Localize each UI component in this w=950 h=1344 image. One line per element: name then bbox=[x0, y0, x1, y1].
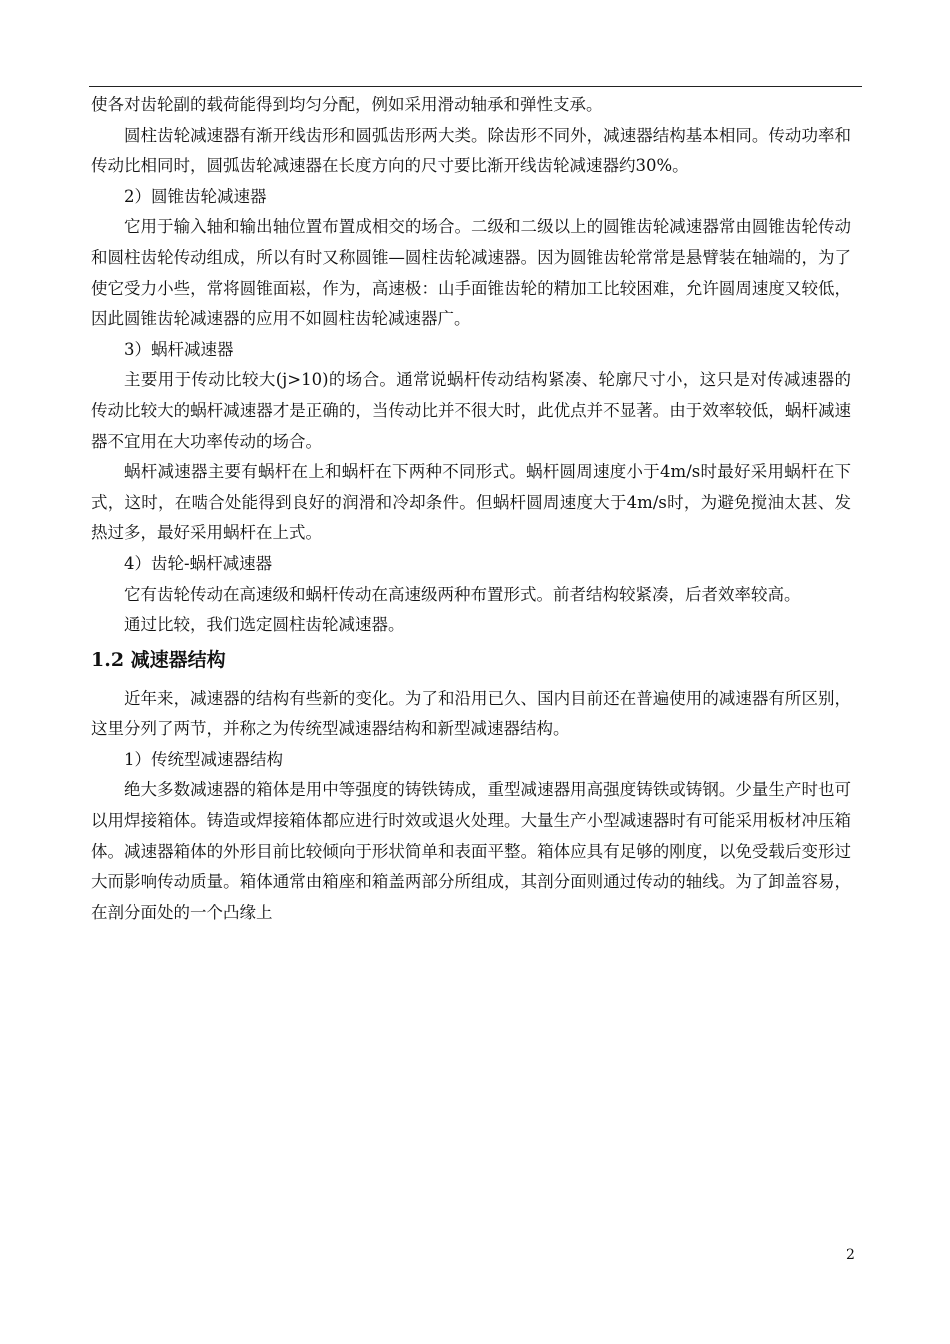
subheading-traditional: 1）传统型减速器结构 bbox=[124, 749, 283, 769]
subheading-bevel-gear: 2）圆锥齿轮减速器 bbox=[124, 186, 267, 206]
paragraph-worm-usage: 主要用于传动比较大(j>10)的场合。通常说蜗杆传动结构紧凑、轮廓尺寸小，这只是对传减速器的传动比较大的蜗杆减速器才是正确的，当传动比并不很大时，此优点并不显著。由于效率较低，蜗杆减速器不宜用在大功率传动的场合。 bbox=[91, 370, 851, 451]
paragraph-bevel-gear: 它用于输入轴和输出轴位置布置成相交的场合。二级和二级以上的圆锥齿轮减速器常由圆锥齿轮传动和圆柱齿轮传动组成，所以有时又称圆锥—圆柱齿轮减速器。因为圆锥齿轮常常是悬臂装在轴端的，为了使它受力小些，常将圆锥面崧，作为，高速极：山手面锥齿轮的精加工比较困难，允许圆周速度又较低，因此圆锥齿轮减速器的应用不如圆柱齿轮减速器广。 bbox=[91, 217, 851, 329]
paragraph-continuation: 使各对齿轮副的载荷能得到均匀分配，例如采用滑动轴承和弹性支承。 bbox=[91, 95, 603, 114]
page-body bbox=[91, 90, 851, 928]
paragraph-gear-worm: 它有齿轮传动在高速级和蜗杆传动在高速级两种布置形式。前者结构较紧凑，后者效率较高。 bbox=[124, 584, 801, 604]
paragraph-structure-intro: 近年来，减速器的结构有些新的变化。为了和沿用已久、国内目前还在普遍使用的减速器有所区别，这里分列了两节，并称之为传统型减速器结构和新型减速器结构。 bbox=[91, 688, 851, 739]
paragraph-cylindrical-gear: 圆柱齿轮减速器有渐开线齿形和圆弧齿形两大类。除齿形不同外，减速器结构基本相同。传动功率和传动比相同时，圆弧齿轮减速器在长度方向的尺寸要比渐开线齿轮减速器约30%。 bbox=[91, 125, 851, 176]
header-rule bbox=[89, 86, 862, 87]
section-heading-1-2: 1.2 减速器结构 bbox=[91, 648, 226, 671]
paragraph-worm-forms: 蜗杆减速器主要有蜗杆在上和蜗杆在下两种不同形式。蜗杆圆周速度小于4m/s时最好采用蜗杆在下式，这时，在啮合处能得到良好的润滑和冷却条件。但蜗杆圆周速度大于4m/s时，为避免搅油太甚、发热过多，最好采用蜗杆在上式。 bbox=[91, 462, 851, 543]
paragraph-conclusion: 通过比较，我们选定圆柱齿轮减速器。 bbox=[124, 615, 405, 635]
page-number: 2 bbox=[846, 1247, 855, 1263]
subheading-gear-worm: 4）齿轮-蜗杆减速器 bbox=[124, 553, 273, 573]
subheading-worm: 3）蜗杆减速器 bbox=[124, 339, 234, 359]
paragraph-housing: 绝大多数减速器的箱体是用中等强度的铸铁铸成，重型减速器用高强度铸铁或铸钢。少量生产时也可以用焊接箱体。铸造或焊接箱体都应进行时效或退火处理。大量生产小型减速器时有可能采用板材冲压箱体。减速器箱体的外形目前比较倾向于形状简单和表面平整。箱体应具有足够的刚度，以免受载后变形过大而影响传动质量。箱体通常由箱座和箱盖两部分所组成，其剖分面则通过传动的轴线。为了卸盖容易，在剖分面处的一个凸缘上 bbox=[91, 780, 851, 922]
